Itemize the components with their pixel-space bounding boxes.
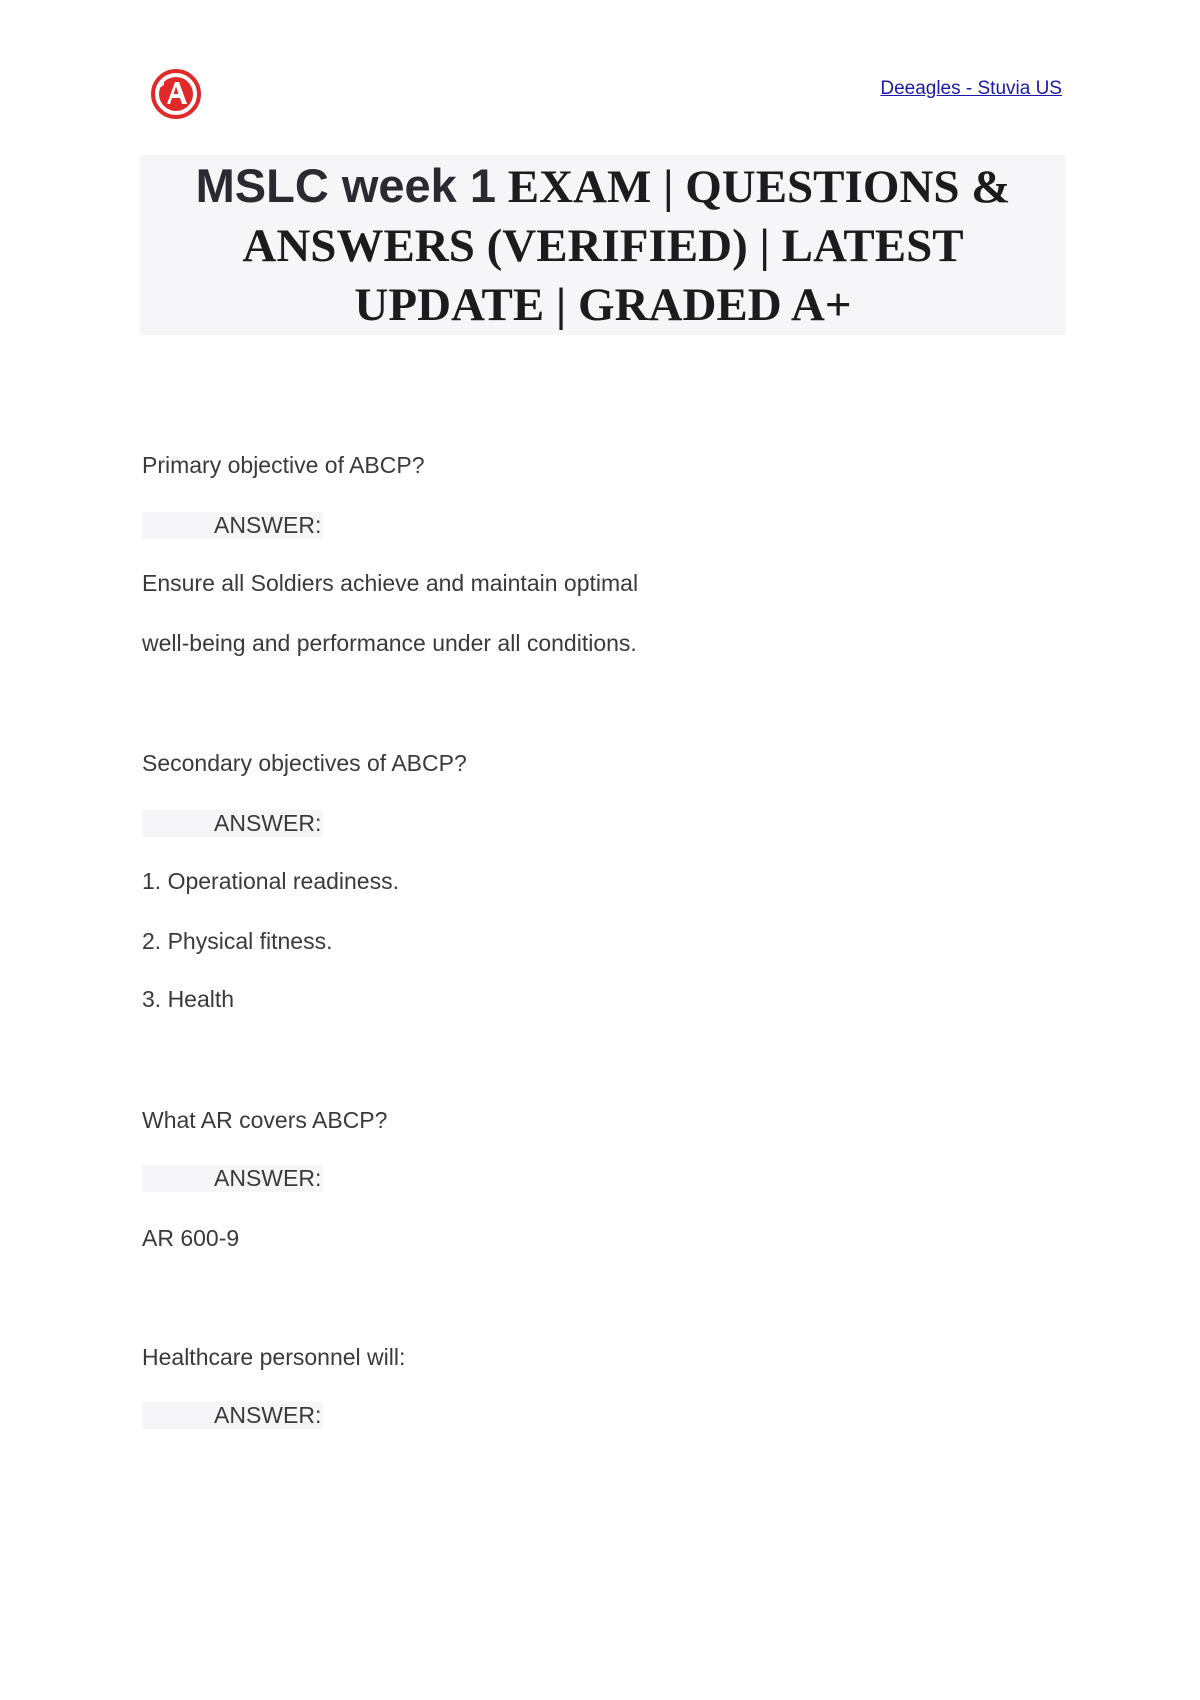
author-store-link[interactable]: Deeagles - Stuvia US bbox=[880, 78, 1062, 99]
answer-line: AR 600-9 bbox=[142, 1225, 240, 1251]
title-box bbox=[140, 155, 1066, 335]
question-text: Healthcare personnel will: bbox=[142, 1344, 406, 1370]
answer-line: 1. Operational readiness. bbox=[142, 868, 399, 894]
document-title bbox=[170, 157, 1036, 334]
answer-line: 2. Physical fitness. bbox=[142, 928, 333, 954]
red-circle-a-plus-logo-icon bbox=[150, 68, 202, 120]
answer-line: well-being and performance under all conditions. bbox=[142, 630, 637, 656]
question-text: What AR covers ABCP? bbox=[142, 1107, 388, 1133]
answer-label: ANSWER: bbox=[142, 1165, 323, 1192]
answer-label: ANSWER: bbox=[142, 810, 323, 837]
answer-label: ANSWER: bbox=[142, 1402, 323, 1429]
answer-line: 3. Health bbox=[142, 986, 235, 1012]
answer-line: Ensure all Soldiers achieve and maintain optimal bbox=[142, 570, 639, 596]
title-exam-part: EXAM | QUESTIONS & ANSWERS (VERIFIED) | LATEST UPDATE | GRADED A+ bbox=[242, 160, 1011, 331]
title-course-part: MSLC week 1 bbox=[195, 158, 496, 212]
answer-label: ANSWER: bbox=[142, 512, 323, 539]
question-text: Secondary objectives of ABCP? bbox=[142, 750, 467, 776]
question-text: Primary objective of ABCP? bbox=[142, 452, 425, 478]
